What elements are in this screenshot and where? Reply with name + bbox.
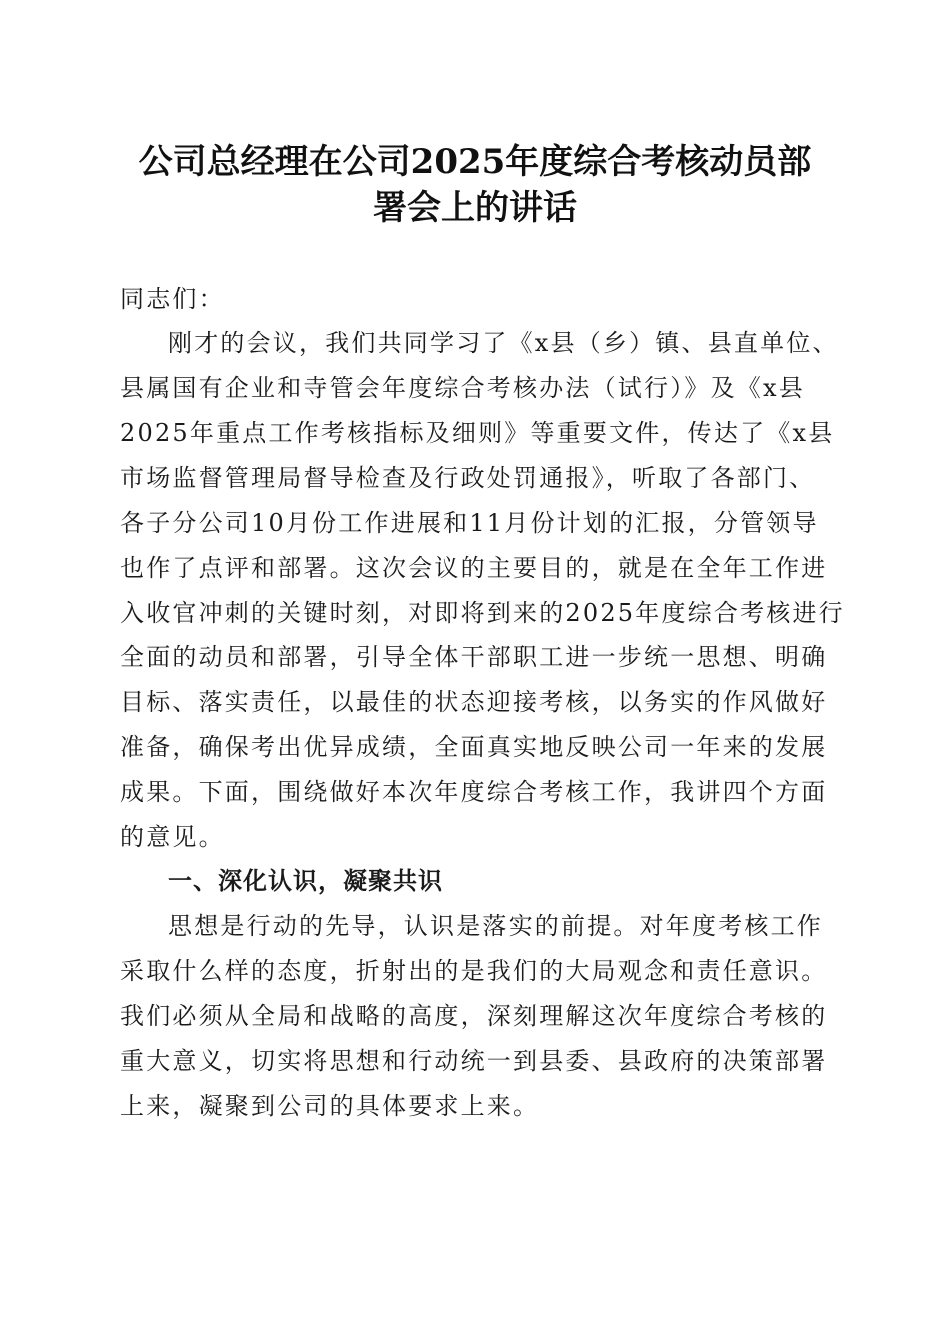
paragraph-1-line: 全面的动员和部署，引导全体干部职工进一步统一思想、明确: [120, 643, 828, 671]
paragraph-2-line: 我们必须从全局和战略的高度，深刻理解这次年度综合考核的: [120, 1002, 828, 1030]
paragraph-2-line: 思想是行动的先导，认识是落实的前提。对年度考核工作: [168, 912, 823, 940]
section-1-heading: 一、深化认识，凝聚共识: [168, 867, 443, 895]
paragraph-2-line: 采取什么样的态度，折射出的是我们的大局观念和责任意识。: [120, 957, 828, 985]
paragraph-1-line: 入收官冲刺的关键时刻，对即将到来的2025年度综合考核进行: [120, 599, 845, 627]
paragraph-1-line: 目标、落实责任，以最佳的状态迎接考核，以务实的作风做好: [120, 688, 828, 716]
paragraph-1-line: 也作了点评和部署。这次会议的主要目的，就是在全年工作进: [120, 554, 828, 582]
paragraph-2-line: 上来，凝聚到公司的具体要求上来。: [120, 1092, 540, 1120]
paragraph-1-line: 2025年重点工作考核指标及细则》等重要文件，传达了《x县: [120, 419, 835, 447]
paragraph-2-line: 重大意义，切实将思想和行动统一到县委、县政府的决策部署: [120, 1047, 828, 1075]
paragraph-1-line: 准备，确保考出优异成绩，全面真实地反映公司一年来的发展: [120, 733, 828, 761]
paragraph-1-line: 各子分公司10月份工作进展和11月份计划的汇报，分管领导: [120, 509, 819, 537]
salutation: 同志们：: [120, 285, 225, 313]
document-title-line-1: 公司总经理在公司2025年度综合考核动员部: [138, 142, 812, 182]
paragraph-1-line: 县属国有企业和寺管会年度综合考核办法（试行）》及《x县: [120, 374, 805, 402]
paragraph-1-line: 成果。下面，围绕做好本次年度综合考核工作，我讲四个方面: [120, 778, 828, 806]
paragraph-1-line: 的意见。: [120, 823, 225, 851]
paragraph-1-line: 市场监督管理局督导检查及行政处罚通报》，听取了各部门、: [120, 464, 816, 492]
paragraph-1-line: 刚才的会议，我们共同学习了《x县（乡）镇、县直单位、: [168, 329, 839, 357]
document-title-line-2: 署会上的讲话: [373, 188, 577, 228]
